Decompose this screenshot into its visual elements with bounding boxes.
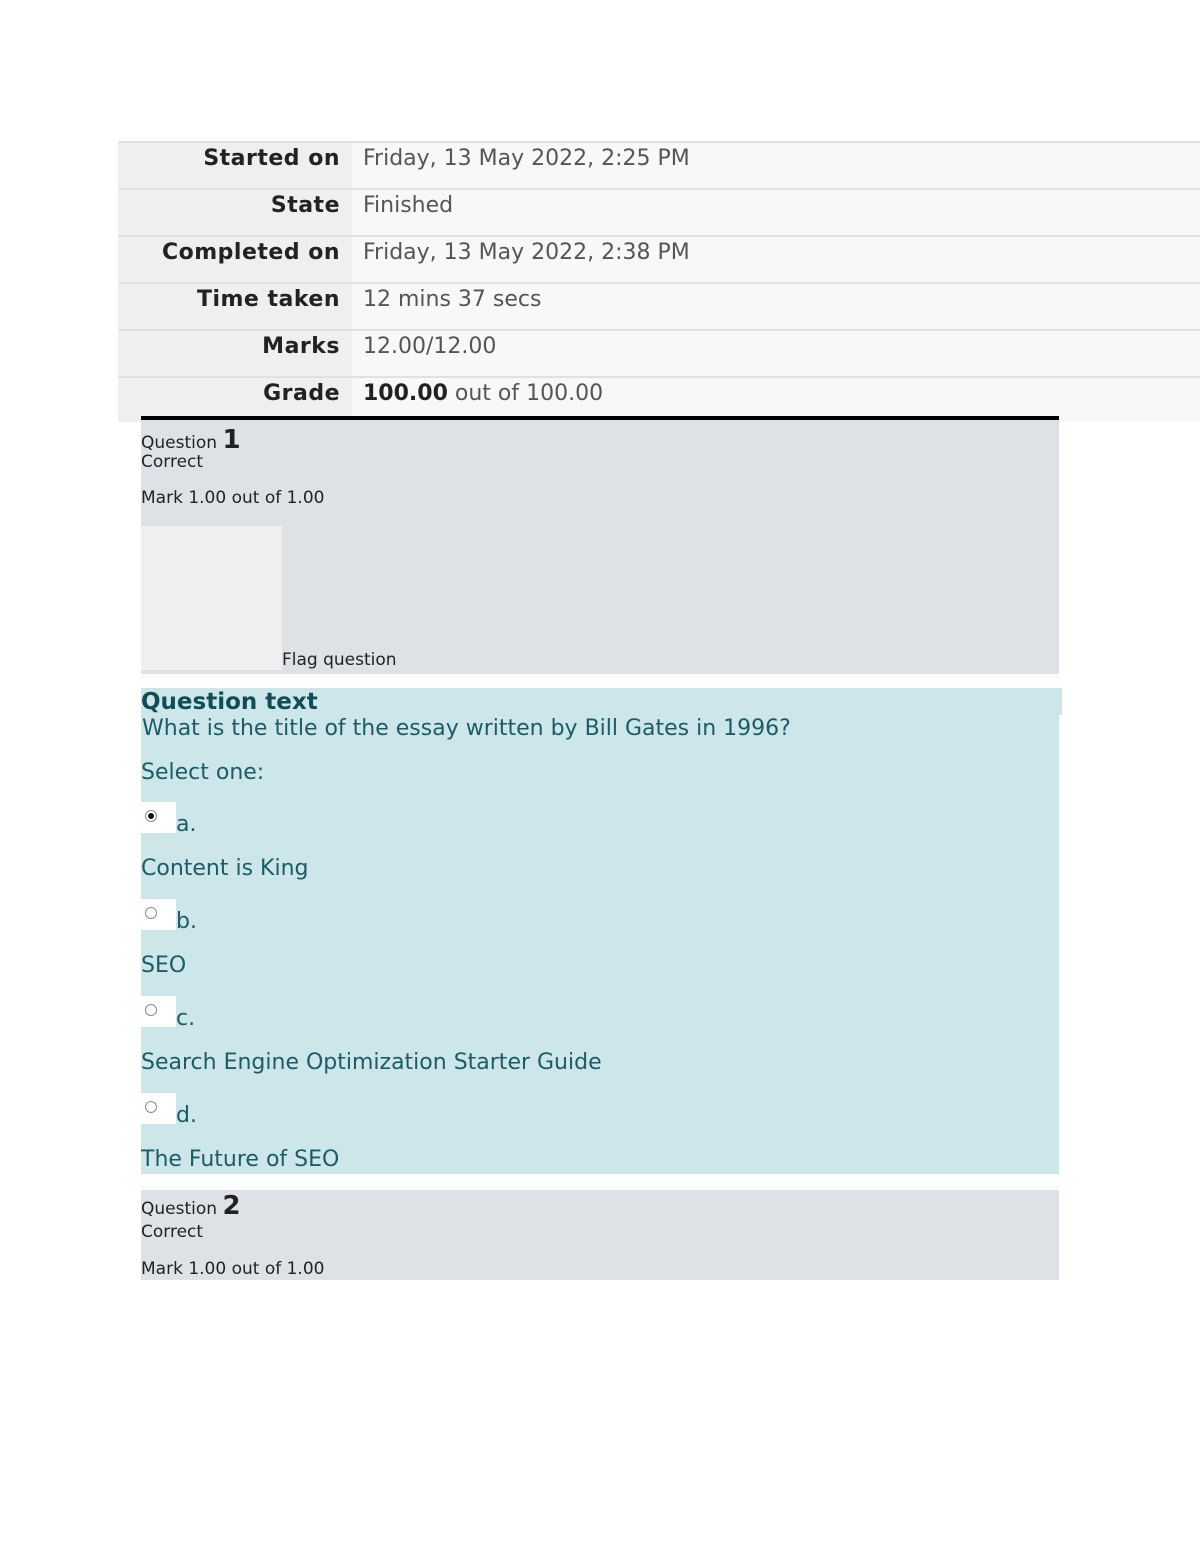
flag-question-link[interactable]: Flag question <box>282 650 397 670</box>
answer-option-d[interactable] <box>141 1093 741 1173</box>
option-answer[interactable]: The Future of SEO <box>141 1147 340 1172</box>
question-prefix: Question <box>141 1199 223 1219</box>
question-text-heading: Question text <box>141 689 318 715</box>
radio-box <box>141 996 176 1027</box>
answer-option-c[interactable] <box>141 996 741 1076</box>
radio-box <box>141 802 176 833</box>
summary-value: 12.00/12.00 <box>352 331 1200 376</box>
grade-score: 100.00 <box>363 381 448 406</box>
question-grade: Mark 1.00 out of 1.00 <box>141 488 325 508</box>
select-one-prompt: Select one: <box>141 760 265 785</box>
option-letter: c. <box>176 1006 196 1031</box>
summary-label: Grade <box>118 378 352 422</box>
summary-value: Friday, 13 May 2022, 2:38 PM <box>352 237 1200 282</box>
attempt-summary-table <box>118 141 1200 422</box>
summary-label: Time taken <box>118 284 352 329</box>
radio-box <box>141 899 176 930</box>
question-text: What is the title of the essay written by Bill Gates in 1996? <box>142 716 791 741</box>
question-number-value: 1 <box>222 425 241 455</box>
question-state: Correct <box>141 452 204 472</box>
option-answer[interactable]: Content is King <box>141 856 309 881</box>
summary-value: 12 mins 37 secs <box>352 284 1200 329</box>
summary-row-completed-on <box>118 237 1200 284</box>
radio-box <box>141 1093 176 1124</box>
summary-label: State <box>118 190 352 235</box>
radio-icon[interactable] <box>145 907 157 919</box>
option-letter: a. <box>176 812 197 837</box>
summary-row-marks <box>118 331 1200 378</box>
summary-value: Friday, 13 May 2022, 2:25 PM <box>352 143 1200 188</box>
answer-option-b[interactable] <box>141 899 741 979</box>
summary-row-state <box>118 190 1200 237</box>
answer-option-a[interactable] <box>141 802 741 882</box>
radio-icon[interactable] <box>145 1004 157 1016</box>
summary-label: Started on <box>118 143 352 188</box>
grade-out-of: out of 100.00 <box>447 381 604 406</box>
question-number <box>141 1192 241 1223</box>
question-grade: Mark 1.00 out of 1.00 <box>141 1259 325 1279</box>
question-1-content <box>141 688 1059 1174</box>
summary-value: Finished <box>352 190 1200 235</box>
radio-icon[interactable] <box>145 1101 157 1113</box>
option-answer[interactable]: Search Engine Optimization Starter Guide <box>141 1050 602 1075</box>
summary-label: Completed on <box>118 237 352 282</box>
question-number-value: 2 <box>222 1191 241 1221</box>
summary-row-started-on <box>118 143 1200 190</box>
flag-icon[interactable] <box>141 526 282 670</box>
option-answer[interactable]: SEO <box>141 953 187 978</box>
radio-selected-icon[interactable] <box>145 810 157 822</box>
option-letter: b. <box>176 909 197 934</box>
option-letter: d. <box>176 1103 197 1128</box>
question-state: Correct <box>141 1222 204 1242</box>
summary-label: Marks <box>118 331 352 376</box>
summary-row-time-taken <box>118 284 1200 331</box>
question-1-info <box>141 416 1059 674</box>
question-prefix: Question <box>141 433 223 453</box>
question-2-info <box>141 1190 1059 1280</box>
content-accent <box>1058 688 1062 715</box>
